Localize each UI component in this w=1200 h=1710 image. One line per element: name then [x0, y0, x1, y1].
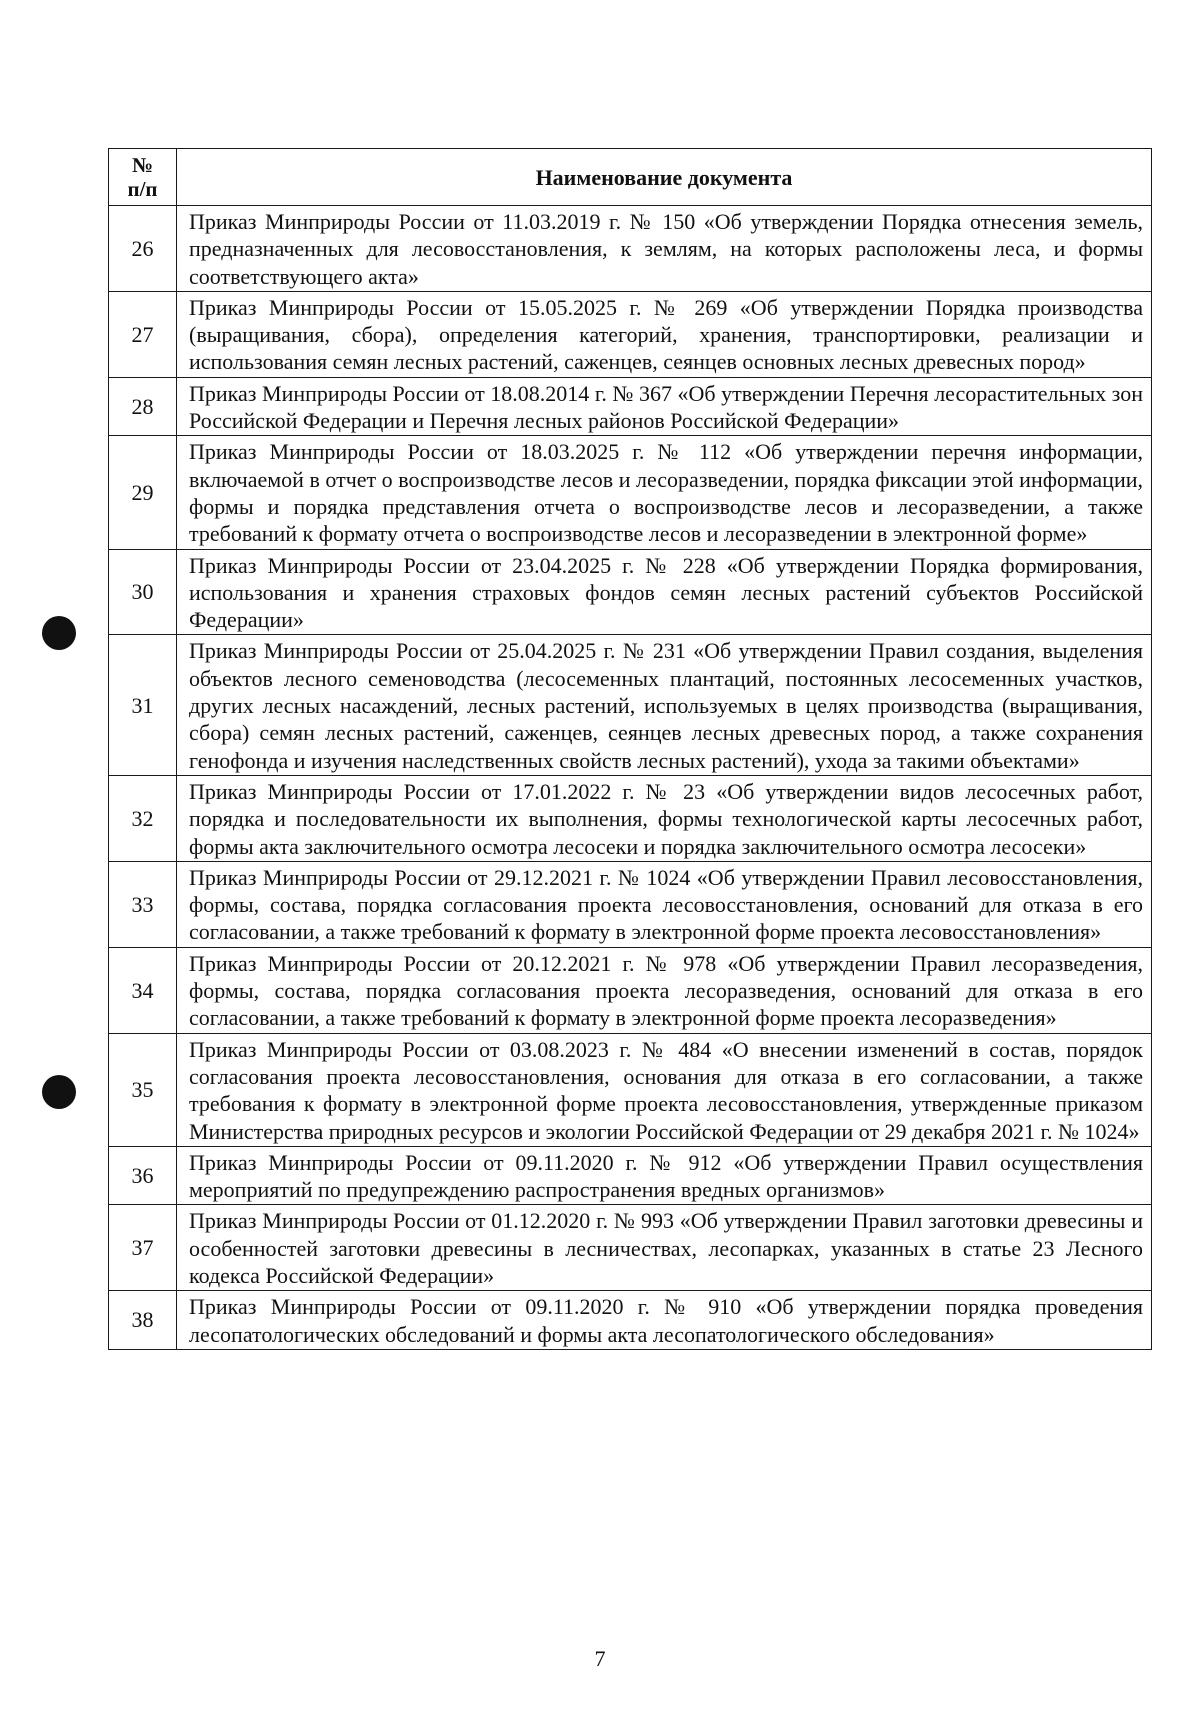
table-row [109, 775, 1152, 861]
table-row [109, 1146, 1152, 1205]
document-title: Приказ Минприроды России от 09.11.2020 г. № 910 «Об утверждении порядка проведения лесопатологических обследований и формы акта лесопатологического обследования» [177, 1291, 1152, 1350]
document-title: Приказ Минприроды России от 29.12.2021 г. № 1024 «Об утверждении Правил лесовосстановления, формы, состава, порядка согласования проекта лесовосстановления, оснований для отказа в его согласовании, а также требований к формату в электронной форме проекта лесовосстановления» [177, 861, 1152, 947]
table-row [109, 436, 1152, 549]
document-title: Приказ Минприроды России от 17.01.2022 г. № 23 «Об утверждении видов лесосечных работ, порядка и последовательности их выполнения, формы технологической карты лесосечных работ, формы акта заключительного осмотра лесосеки и порядка заключительного осмотра лесосеки» [177, 775, 1152, 861]
document-title: Приказ Минприроды России от 18.03.2025 г. № 112 «Об утверждении перечня информации, включаемой в отчет о воспроизводстве лесов и лесоразведении, порядка фиксации этой информации, формы и порядка представления отчета о воспроизводстве лесов и лесоразведении, а также требований к формату отчета о воспроизводстве лесов и лесоразведении в электронной форме» [177, 436, 1152, 549]
table-header-row [109, 149, 1152, 206]
row-number: 26 [109, 206, 177, 292]
document-title: Приказ Минприроды России от 25.04.2025 г. № 231 «Об утверждении Правил создания, выделения объектов лесного семеноводства (лесосеменных плантаций, постоянных лесосеменных участков, других лесных насаждений, лесных растений, используемых в целях производства (выращивания, сбора) семян лесных растений, саженцев, сеянцев лесных древесных пород, а также сохранения генофонда и изучения наследственных свойств лесных растений), ухода за такими объектами» [177, 635, 1152, 775]
table-row [109, 635, 1152, 775]
number-header-abbrev: п/п [127, 177, 158, 201]
table-row [109, 861, 1152, 947]
document-title: Приказ Минприроды России от 11.03.2019 г. № 150 «Об утверждении Порядка отнесения земель, предназначенных для лесовосстановления, к землям, на которых расположены леса, и формы соответствующего акта» [177, 206, 1152, 292]
document-title: Приказ Минприроды России от 03.08.2023 г. № 484 «О внесении изменений в состав, порядок согласования проекта лесовосстановления, основания для отказа в его согласовании, а также требования к формату в электронной форме проекта лесовосстановления, утвержденные приказом Министерства природных ресурсов и экологии Российской Федерации от 29 декабря 2021 г. № 1024» [177, 1033, 1152, 1146]
table-row [109, 1033, 1152, 1146]
document-title: Приказ Минприроды России от 15.05.2025 г. № 269 «Об утверждении Порядка производства (выращивания, сбора), определения категорий, хранения, транспортировки, реализации и использования семян лесных растений, саженцев, сеянцев основных лесных древесных пород» [177, 291, 1152, 377]
row-number: 31 [109, 635, 177, 775]
document-title: Приказ Минприроды России от 01.12.2020 г. № 993 «Об утверждении Правил заготовки древесины и особенностей заготовки древесины в лесничествах, лесопарках, указанных в статье 23 Лесного кодекса Российской Федерации» [177, 1205, 1152, 1291]
table-row [109, 1291, 1152, 1350]
row-number: 38 [109, 1291, 177, 1350]
row-number: 35 [109, 1033, 177, 1146]
row-number: 27 [109, 291, 177, 377]
row-number: 28 [109, 377, 177, 436]
table-row [109, 377, 1152, 436]
table-row [109, 1205, 1152, 1291]
number-column-header [109, 149, 177, 206]
name-column-header: Наименование документа [177, 149, 1152, 206]
row-number: 33 [109, 861, 177, 947]
row-number: 30 [109, 549, 177, 635]
document-title: Приказ Минприроды России от 18.08.2014 г. № 367 «Об утверждении Перечня лесорастительных зон Российской Федерации и Перечня лесных районов Российской Федерации» [177, 377, 1152, 436]
document-title: Приказ Минприроды России от 09.11.2020 г. № 912 «Об утверждении Правил осуществления мероприятий по предупреждению распространения вредных организмов» [177, 1146, 1152, 1205]
row-number: 36 [109, 1146, 177, 1205]
hole-punch-mark-lower [42, 1075, 76, 1109]
row-number: 32 [109, 775, 177, 861]
document-title: Приказ Минприроды России от 20.12.2021 г. № 978 «Об утверждении Правил лесоразведения, формы, состава, порядка согласования проекта лесоразведения, оснований для отказа в его согласовании, а также требований к формату в электронной форме проекта лесоразведения» [177, 947, 1152, 1033]
hole-punch-mark-upper [42, 616, 76, 650]
table-row [109, 291, 1152, 377]
row-number: 34 [109, 947, 177, 1033]
table-row [109, 947, 1152, 1033]
table-row [109, 206, 1152, 292]
number-header-symbol: № [131, 153, 154, 177]
page-number: 7 [594, 1646, 606, 1671]
row-number: 37 [109, 1205, 177, 1291]
row-number: 29 [109, 436, 177, 549]
document-title: Приказ Минприроды России от 23.04.2025 г. № 228 «Об утверждении Порядка формирования, использования и хранения страховых фондов семян лесных растений субъектов Российской Федерации» [177, 549, 1152, 635]
table-row [109, 549, 1152, 635]
documents-table [108, 148, 1152, 1350]
